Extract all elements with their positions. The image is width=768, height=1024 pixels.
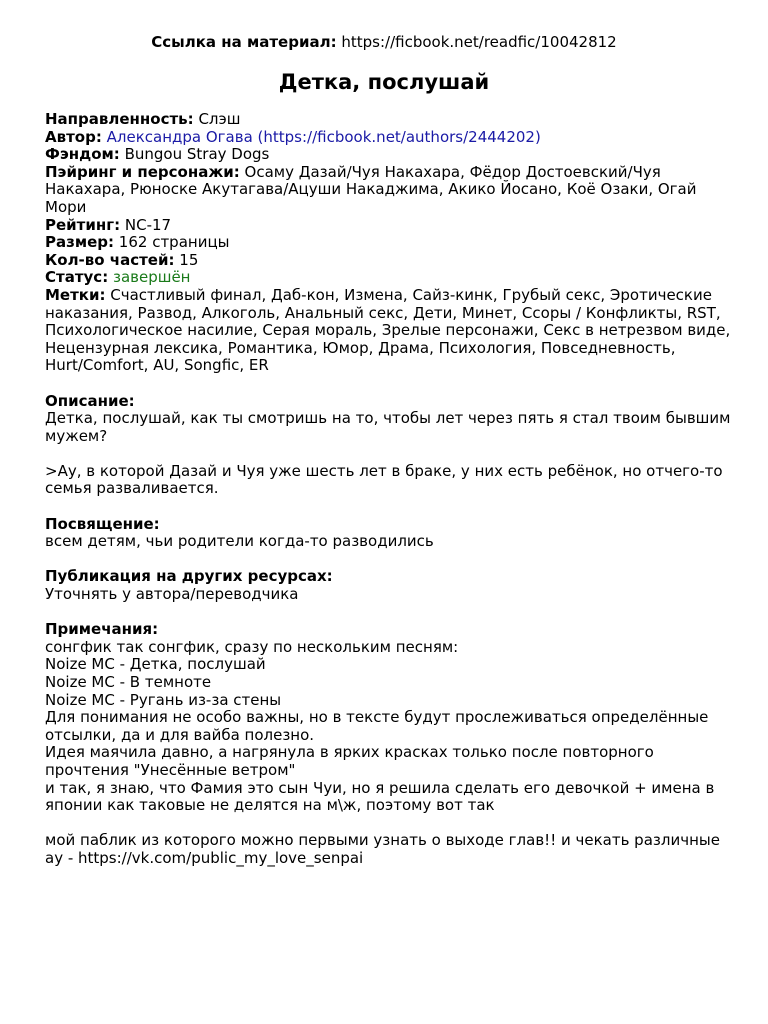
source-label: Ссылка на материал:: [151, 33, 337, 51]
description-paragraph: >Ау, в которой Дазай и Чуя уже шесть лет в браке, у них есть ребёнок, но отчего-то семья разваливается.: [45, 461, 723, 498]
size-label: Размер:: [45, 233, 115, 252]
status-label: Статус:: [45, 268, 109, 287]
publication-heading: Публикация на других ресурсах:: [45, 567, 333, 586]
status-badge: завершён: [112, 268, 191, 287]
notes-line: Noize MC - В темноте: [45, 673, 212, 691]
notes-line: Идея маячила давно, а нагрянула в ярких красках только после повторного прочтения "Унесённые ветром": [45, 743, 654, 779]
work-meta: [45, 111, 735, 868]
direction-value: Слэш: [198, 110, 241, 128]
meta-fandom: [45, 146, 735, 164]
spacer: [45, 815, 735, 833]
meta-parts: [45, 252, 735, 270]
dedication-heading: Посвящение:: [45, 514, 160, 533]
meta-size: [45, 234, 735, 252]
author-label: Автор:: [45, 127, 102, 146]
spacer: [45, 551, 735, 569]
pairing-label: Пэйринг и персонажи:: [45, 162, 240, 181]
author-link[interactable]: Александра Огава (https://ficbook.net/authors/2444202): [106, 127, 541, 146]
notes-line: сонгфик так сонгфик, сразу по нескольким песням:: [45, 637, 459, 656]
parts-value: 15: [179, 250, 199, 269]
tags-label: Метки:: [45, 285, 106, 304]
fandom-value: Bungou Stray Dogs: [124, 145, 270, 164]
notes-heading: Примечания:: [45, 620, 159, 639]
source-link-line: [0, 34, 768, 52]
parts-label: Кол-во частей:: [45, 250, 175, 269]
meta-pairing: [45, 164, 735, 217]
rating-value: NC-17: [124, 215, 172, 234]
spacer: [45, 375, 735, 393]
notes-line: и так, я знаю, что Фамия это сын Чуи, но я решила сделать его девочкой + имена в японии как таковые не делятся на м\ж, поэтому вот так: [45, 778, 715, 815]
tags-value: Счастливый финал, Даб-кон, Измена, Сайз-кинк, Грубый секс, Эротические наказания, Развод, Алкоголь, Анальный секс, Дети, Минет, Ссоры / Конфликты, RST, Психологическое насилие, Серая мораль, Зрелые персонажи, Секс в нетрезвом виде, Нецензурная лексика, Романтика, Юмор, Драма, Психология, Повседневность, Hurt/Comfort, AU, Songfic, ER: [45, 285, 731, 375]
spacer: [45, 604, 735, 622]
meta-author: [45, 129, 735, 147]
dedication-text: всем детям, чьи родители когда-то разводились: [45, 532, 434, 551]
description-paragraph: Детка, послушай, как ты смотришь на то, чтобы лет через пять я стал твоим бывшим мужем?: [45, 409, 731, 445]
pairing-value: Осаму Дазай/Чуя Накахара, Фёдор Достоевский/Чуя Накахара, Рюноске Акутагава/Ацуши Накаджима, Акико Йосано, Коё Озаки, Огай Мори: [45, 162, 697, 216]
meta-tags: [45, 287, 735, 375]
notes-line: Noize MC - Ругань из-за стены: [45, 690, 282, 709]
source-url[interactable]: https://ficbook.net/readfic/10042812: [341, 33, 617, 51]
notes-extra: мой паблик из которого можно первыми узнать о выходе глав!! и чекать различные ау - https://vk.com/public_my_love_senpai: [45, 831, 720, 867]
size-value: 162 страницы: [118, 233, 230, 252]
description-heading: Описание:: [45, 391, 135, 410]
spacer: [45, 445, 735, 463]
notes-line: Noize MC - Детка, послушай: [45, 655, 266, 674]
spacer: [45, 498, 735, 516]
meta-status: [45, 269, 735, 287]
rating-label: Рейтинг:: [45, 215, 121, 234]
direction-label: Направленность:: [45, 110, 194, 128]
page-title: Детка, послушай: [278, 70, 490, 94]
meta-direction: [45, 111, 735, 129]
publication-text: Уточнять у автора/переводчика: [45, 585, 299, 604]
meta-rating: [45, 217, 735, 235]
fandom-label: Фэндом:: [45, 145, 120, 164]
notes-line: Для понимания не особо важны, но в тексте будут прослеживаться определённые отсылки, да и для вайба полезно.: [45, 708, 709, 744]
